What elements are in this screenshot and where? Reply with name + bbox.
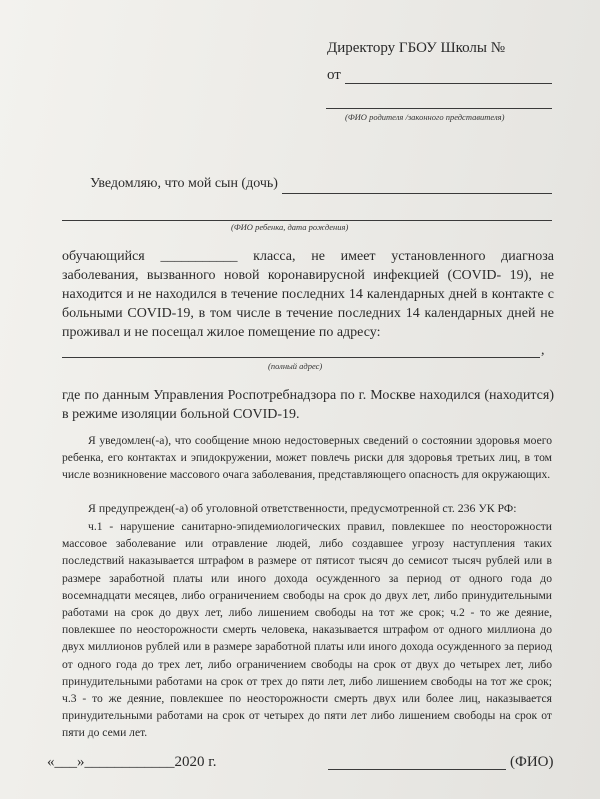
address-caption: (полный адрес) [268, 361, 323, 371]
signature-label: (ФИО) [510, 754, 554, 770]
liability-intro: Я предупрежден(-а) об уголовной ответственности, предусмотренной ст. 236 УК РФ: [88, 501, 517, 515]
rospotreb-paragraph: где по данным Управления Роспотребнадзора по г. Москве находился (находится) в режиме изоляции больной COVID-19. [62, 388, 554, 422]
from-label: от [327, 67, 341, 83]
parent-name-line[interactable] [345, 83, 552, 84]
address-line[interactable] [62, 357, 540, 358]
child-caption: (ФИО ребенка, дата рождения) [231, 222, 349, 232]
warning-paragraph: Я уведомлен(-а), что сообщение мною недостоверных сведений о состоянии здоровья моего ребенка, его контактах и эпидокружении, может повлечь риски для здоровья третьих лиц, в том числе возникновение массового очага заболевания, представляющего опасность для окружающих. [62, 434, 552, 482]
date-field[interactable]: «___»____________2020 г. [47, 754, 217, 770]
notice-paragraph: обучающийся ___________ класса, не имеет установленного диагноза заболевания, вызванного новой коронавирусной инфекцией (COVID- 19), не находится и не находился в течение последних 14 календарных дней в контакте с больными COVID-19, в том числе в течение последних 14 календарных дней не проживал и не посещал жилое помещение по адресу: [62, 249, 554, 340]
child-name-line-2[interactable] [62, 220, 552, 221]
notice-intro: Уведомляю, что мой сын (дочь) [90, 176, 278, 191]
recipient-line: Директору ГБОУ Школы № [327, 40, 506, 56]
child-name-line[interactable] [282, 193, 552, 194]
liability-text: ч.1 - нарушение санитарно-эпидемиологических правил, повлекшее по неосторожности массовое заболевание или отравление людей, либо создавшее угрозу наступления таких последствий наказывается штрафом в размере от пятисот тысяч до семисот тысяч рублей или в размере заработной платы или иного дохода осужденного за период от одного года до восемнадцати месяцев, либо ограничением свободы на срок до двух лет, либо принудительными работами на срок до двух лет, либо лишением свободы на тот же срок; ч.2 - то же деяние, повлекшее по неосторожности смерть человека, наказывается штрафом от одного миллиона до двух миллионов рублей или в размере заработной платы или иного дохода осужденного за период от одного года до трех лет, либо ограничением свободы на срок от двух до четырех лет, либо принудительными работами на срок от трех до пяти лет, либо лишением свободы на тот же срок; ч.3 - то же деяние, повлекшее по неосторожности смерть двух или более лиц, наказывается принудительными работами на срок от четырех до пяти лет либо лишением свободы на срок от пяти до семи лет. [62, 520, 552, 740]
parent-caption: (ФИО родителя /законного представителя) [345, 112, 505, 122]
address-comma: , [541, 343, 545, 358]
signature-line[interactable] [328, 769, 506, 770]
parent-name-line-2[interactable] [326, 108, 552, 109]
